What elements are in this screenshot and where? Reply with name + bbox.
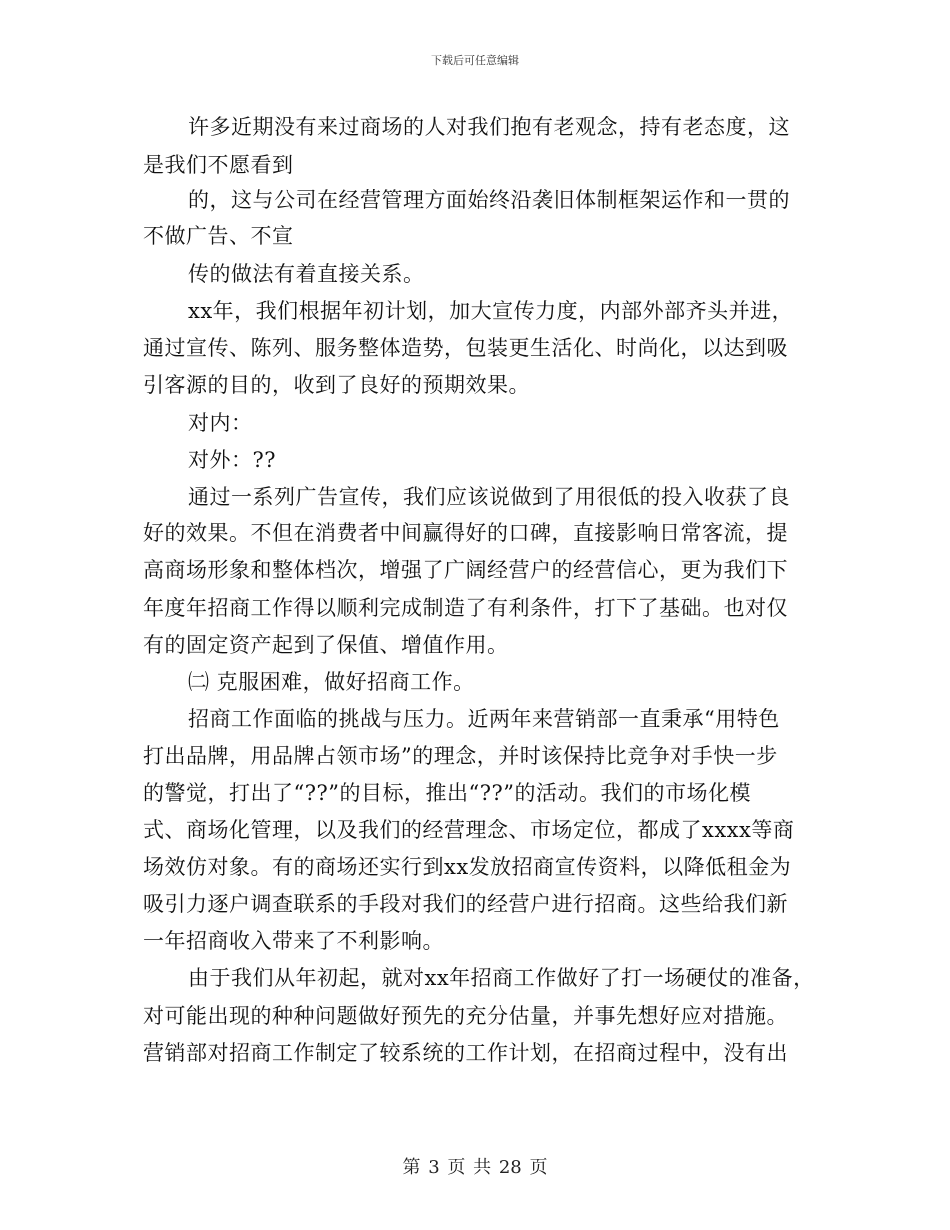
text-line: xx年，我们根据年初计划，加大宣传力度，内部外部齐头并进，	[188, 299, 794, 323]
text-line: 对外：??	[188, 448, 277, 472]
text-line: 吸引力逐户调查联系的手段对我们的经营户进行招商。这些给我们新	[143, 892, 788, 916]
text-line: 许多近期没有来过商场的人对我们抱有老观念，持有老态度，这	[188, 115, 790, 139]
text-line: 式、商场化管理，以及我们的经营理念、市场定位，都成了xxxx等商	[143, 818, 795, 842]
text-line: 打出品牌，用品牌占领市场”的理念，并时该保持比竞争对手快一步	[143, 744, 778, 768]
text-line: 由于我们从年初起，就对xx年招商工作做好了打一场硬仗的准备，	[188, 966, 815, 990]
text-line: 的警觉，打出了“??”的目标，推出“??”的活动。我们的市场化模	[143, 781, 751, 805]
text-line: 通过宣传、陈列、服务整体造势，包装更生活化、时尚化，以达到吸	[143, 336, 788, 360]
text-line: 通过一系列广告宣传，我们应该说做到了用很低的投入收获了良	[188, 485, 790, 509]
text-line: 不做广告、不宣	[143, 224, 294, 248]
page-header: 下载后可任意编辑	[431, 54, 519, 67]
text-line: 年度年招商工作得以顺利完成制造了有利条件，打下了基础。也对仅	[143, 596, 788, 620]
text-line: 引客源的目的，收到了良好的预期效果。	[143, 373, 530, 397]
text-line: 高商场形象和整体档次，增强了广阔经营户的经营信心，更为我们下	[143, 558, 788, 582]
text-line: 场效仿对象。有的商场还实行到xx发放招商宣传资料，以降低租金为	[143, 855, 792, 879]
text-line: 招商工作面临的挑战与压力。近两年来营销部一直秉承“用特色	[188, 707, 780, 731]
text-line: 是我们不愿看到	[143, 153, 294, 177]
section-heading: ㈡ 克服困难，做好招商工作。	[188, 670, 475, 694]
text-line: 的，这与公司在经营管理方面始终沿袭旧体制框架运作和一贯的	[188, 188, 790, 212]
text-line: 一年招商收入带来了不利影响。	[143, 929, 444, 953]
page-footer: 第 3 页 共 28 页	[402, 1157, 548, 1178]
text-line: 对内：	[188, 411, 253, 435]
text-line: 对可能出现的种种问题做好预先的充分估量，并事先想好应对措施。	[143, 1004, 788, 1028]
text-line: 好的效果。不但在消费者中间赢得好的口碑，直接影响日常客流，提	[143, 521, 788, 545]
text-line: 营销部对招商工作制定了较系统的工作计划，在招商过程中，没有出	[143, 1041, 788, 1065]
text-line: 传的做法有着直接关系。	[188, 262, 425, 286]
text-line: 有的固定资产起到了保值、增值作用。	[143, 633, 509, 657]
